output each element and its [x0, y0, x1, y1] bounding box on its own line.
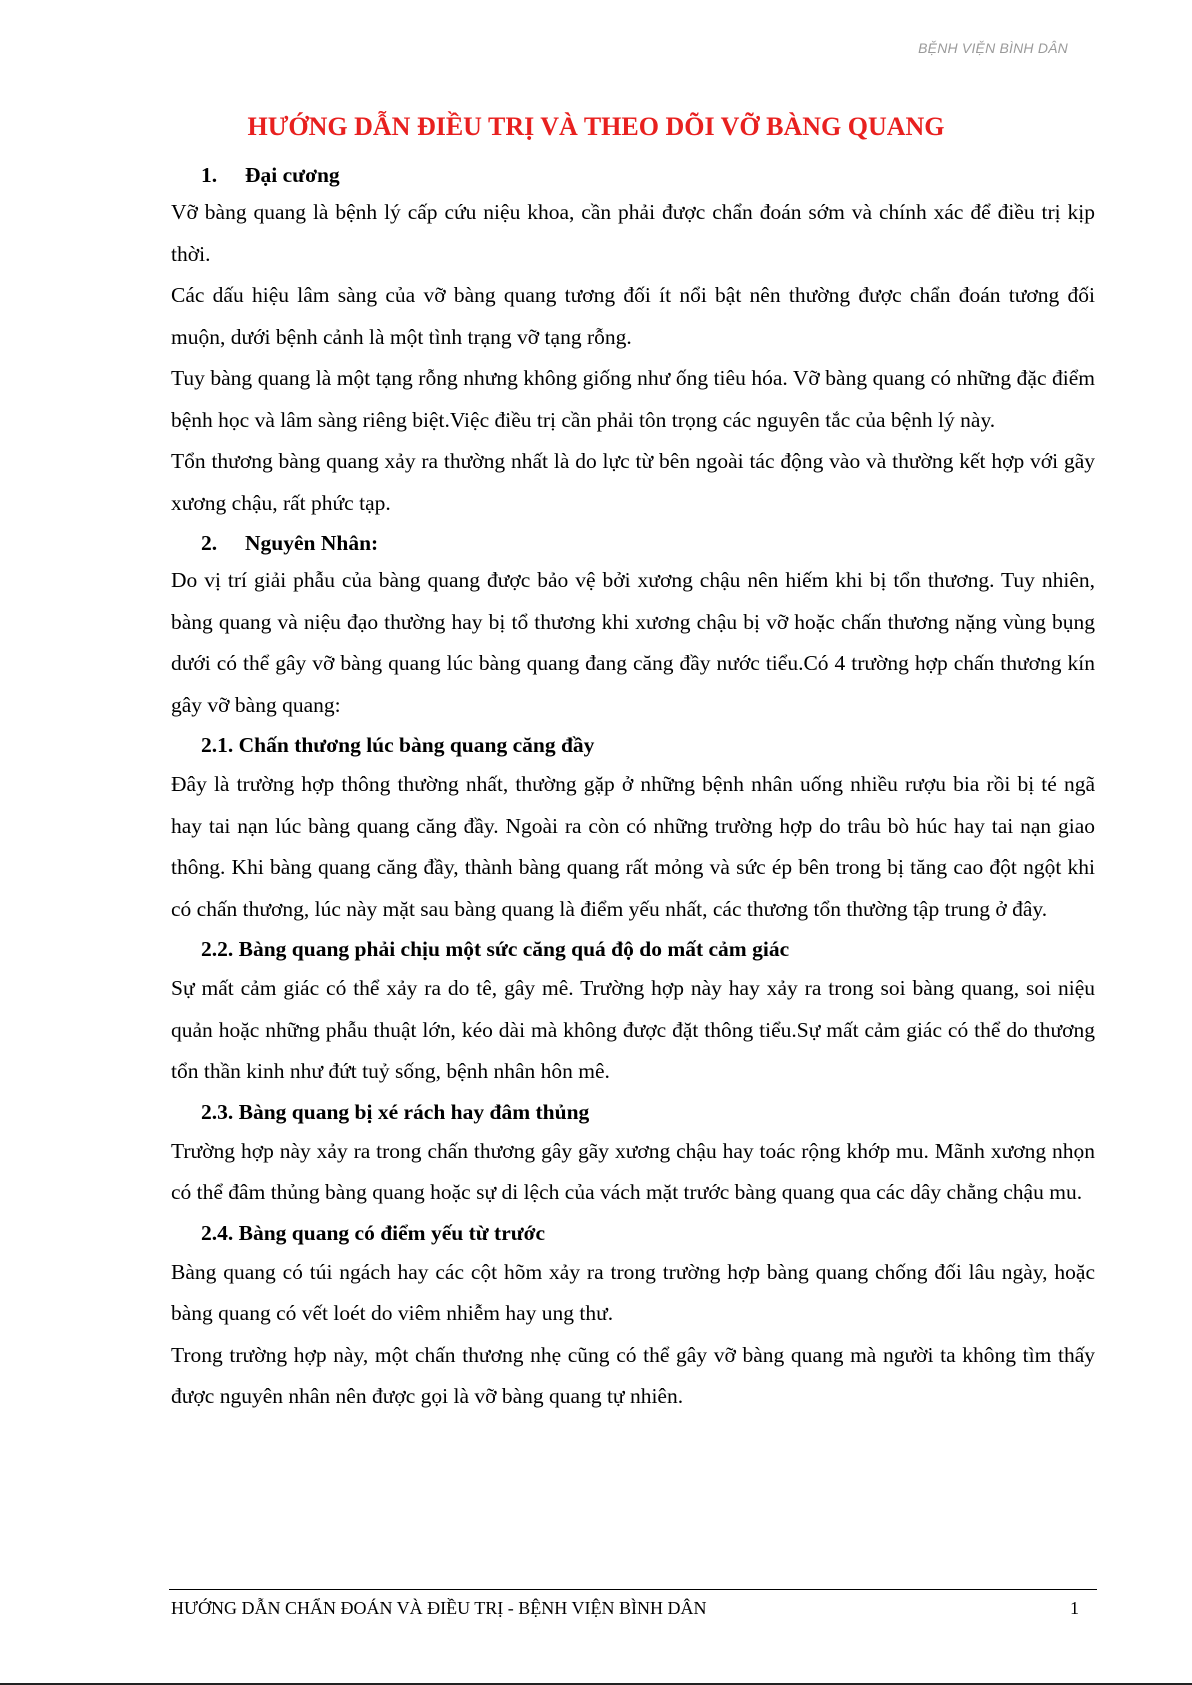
paragraph: Trường hợp này xảy ra trong chấn thương gây gãy xương chậu hay toác rộng khớp mu. Mãnh xương nhọn có thể đâm thủng bàng quang hoặc sự di lệch của vách mặt trước bàng quang qua các dây chằng chậu mu.: [171, 1138, 1095, 1204]
section-heading-2: [171, 526, 1095, 560]
paragraph: Vỡ bàng quang là bệnh lý cấp cứu niệu khoa, cần phải được chẩn đoán sớm và chính xác để điều trị kịp thời.: [171, 200, 1095, 266]
paragraph: Các dấu hiệu lâm sàng của vỡ bàng quang tương đối ít nổi bật nên thường được chẩn đoán tương đối muộn, dưới bệnh cảnh là một tình trạng vỡ tạng rỗng.: [171, 283, 1095, 349]
paragraph: Tổn thương bàng quang xảy ra thường nhất là do lực từ bên ngoài tác động vào và thường kết hợp với gãy xương chậu, rất phức tạp.: [171, 449, 1095, 515]
section-heading-1: [171, 158, 1095, 192]
section-number: 1.: [201, 163, 218, 187]
paragraph: Tuy bàng quang là một tạng rỗng nhưng không giống như ống tiêu hóa. Vỡ bàng quang có những đặc điểm bệnh học và lâm sàng riêng biệt.Việc điều trị cần phải tôn trọng các nguyên tắc của bệnh lý này.: [171, 366, 1095, 432]
footer-rule: [169, 1589, 1097, 1590]
subsection-heading-2-2: 2.2. Bàng quang phải chịu một sức căng quá độ do mất cảm giác: [201, 937, 790, 961]
section-heading-text: Đại cương: [245, 163, 340, 187]
paragraph: Bàng quang có túi ngách hay các cột hõm xảy ra trong trường hợp bàng quang chống đối lâu ngày, hoặc bàng quang có vết loét do viêm nhiễm hay ung thư.: [171, 1259, 1095, 1325]
paragraph: Đây là trường hợp thông thường nhất, thường gặp ở những bệnh nhân uống nhiều rượu bia rồi bị té ngã hay tai nạn lúc bàng quang căng đầy. Ngoài ra còn có những trường hợp do trâu bò húc hay tai nạn giao thông. Khi bàng quang căng đầy, thành bàng quang rất mỏng và sức ép bên trong bị tăng cao đột ngột khi có chấn thương, lúc này mặt sau bàng quang là điểm yếu nhất, các thương tổn thường tập trung ở đây.: [171, 772, 1095, 921]
footer-text: HƯỚNG DẪN CHẨN ĐOÁN VÀ ĐIỀU TRỊ - BỆNH VIỆN BÌNH DÂN: [171, 1598, 707, 1618]
page-number: 1: [1070, 1598, 1079, 1618]
subsection-heading-2-4: 2.4. Bàng quang có điểm yếu từ trước: [201, 1220, 546, 1245]
section-number: 2.: [201, 531, 218, 555]
document-body: [171, 158, 1095, 1418]
paragraph: Sự mất cảm giác có thể xảy ra do tê, gây mê. Trường hợp này hay xảy ra trong soi bàng quang, soi niệu quản hoặc những phẫu thuật lớn, kéo dài mà không được đặt thông tiểu.Sự mất cảm giác có thể do thương tổn thần kinh như đứt tuỷ sống, bệnh nhân hôn mê.: [171, 976, 1095, 1083]
paragraph: Trong trường hợp này, một chấn thương nhẹ cũng có thể gây vỡ bàng quang mà người ta không tìm thấy được nguyên nhân nên được gọi là vỡ bàng quang tự nhiên.: [171, 1342, 1095, 1408]
running-head: BỆNH VIỆN BÌNH DÂN: [918, 40, 1068, 56]
section-heading-text: Nguyên Nhân:: [245, 531, 379, 555]
paragraph: Do vị trí giải phẫu của bàng quang được bảo vệ bởi xương chậu nên hiếm khi bị tổn thương. Tuy nhiên, bàng quang và niệu đạo thường hay bị tổ thương khi xương chậu bị vỡ hoặc chấn thương nặng vùng bụng dưới có thể gây vỡ bàng quang lúc bàng quang đang căng đầy nước tiểu.Có 4 trường hợp chấn thương kín gây vỡ bàng quang:: [171, 568, 1095, 717]
document-title: HƯỚNG DẪN ĐIỀU TRỊ VÀ THEO DÕI VỠ BÀNG QUANG: [247, 112, 945, 141]
subsection-heading-2-1: 2.1. Chấn thương lúc bàng quang căng đầy: [201, 733, 595, 757]
subsection-heading-2-3: 2.3. Bàng quang bị xé rách hay đâm thủng: [201, 1099, 590, 1124]
